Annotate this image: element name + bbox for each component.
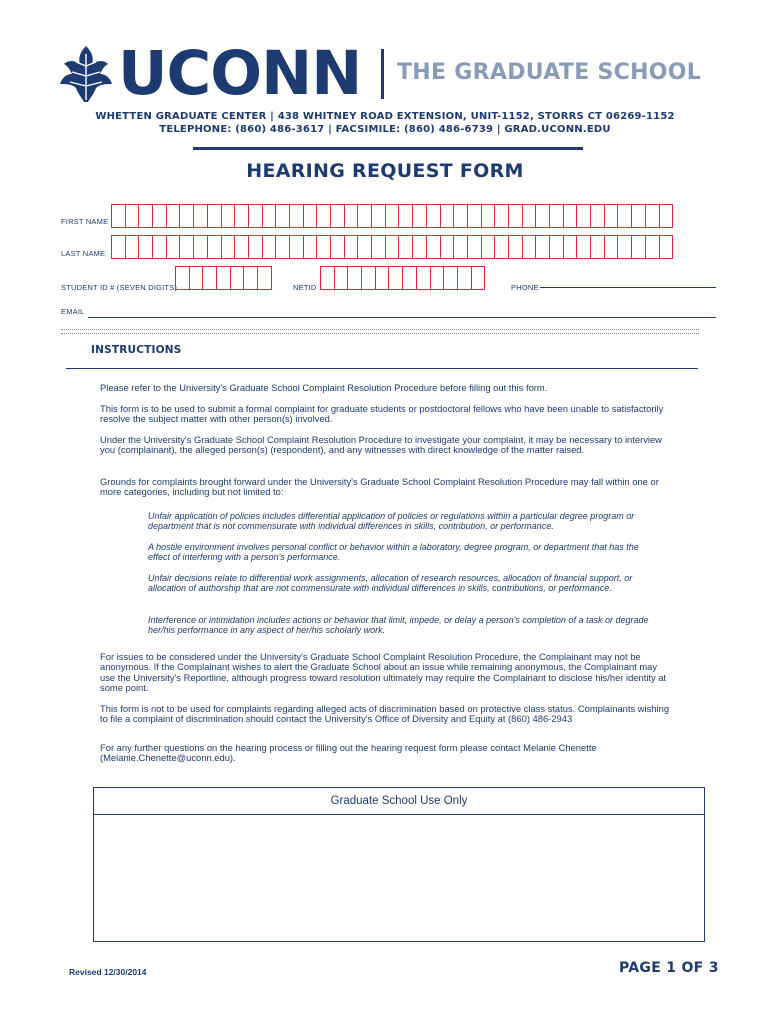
character-box[interactable] <box>138 235 153 259</box>
character-box[interactable] <box>275 204 290 228</box>
character-box[interactable] <box>330 204 345 228</box>
character-box[interactable] <box>563 235 578 259</box>
character-box[interactable] <box>535 204 550 228</box>
character-box[interactable] <box>467 204 482 228</box>
grounds-item: Unfair application of policies includes differential application of policies or regulations within a particular degree program or department that is not commensurate with individual differences in skills, contribution, or performance. <box>148 511 635 532</box>
phone-label: PHONE <box>511 283 539 292</box>
character-box[interactable] <box>111 235 126 259</box>
grounds-item: Interference or intimidation includes actions or behavior that limit, impede, or delay a person's completion of a task or degrade her/his performance in any aspect of her/his scholarly work. <box>148 615 649 636</box>
character-box[interactable] <box>522 235 537 259</box>
student-id-field[interactable] <box>175 266 271 290</box>
character-box[interactable] <box>111 204 126 228</box>
character-box[interactable] <box>243 266 258 290</box>
character-box[interactable] <box>659 235 674 259</box>
character-box[interactable] <box>202 266 217 290</box>
first-name-label: FIRST NAME <box>61 217 109 226</box>
revision-date: Revised 12/30/2014 <box>69 967 147 977</box>
character-box[interactable] <box>481 235 496 259</box>
character-box[interactable] <box>361 266 376 290</box>
character-box[interactable] <box>207 204 222 228</box>
instructions-rule <box>66 368 698 369</box>
character-box[interactable] <box>289 204 304 228</box>
phone-field[interactable] <box>540 287 716 288</box>
character-box[interactable] <box>193 204 208 228</box>
character-box[interactable] <box>221 235 236 259</box>
character-box[interactable] <box>388 266 403 290</box>
netid-field[interactable] <box>320 266 484 290</box>
character-box[interactable] <box>494 204 509 228</box>
character-box[interactable] <box>659 204 674 228</box>
character-box[interactable] <box>412 204 427 228</box>
oak-leaf-icon <box>58 44 114 104</box>
form-title: HEARING REQUEST FORM <box>246 160 524 182</box>
character-box[interactable] <box>549 204 564 228</box>
character-box[interactable] <box>453 204 468 228</box>
character-box[interactable] <box>316 235 331 259</box>
character-box[interactable] <box>320 266 335 290</box>
section-separator <box>61 329 699 334</box>
character-box[interactable] <box>234 235 249 259</box>
last-name-field[interactable] <box>111 235 672 259</box>
character-box[interactable] <box>576 204 591 228</box>
office-use-title: Graduate School Use Only <box>94 788 704 815</box>
character-box[interactable] <box>604 235 619 259</box>
character-box[interactable] <box>303 204 318 228</box>
email-label: EMAIL <box>61 307 85 316</box>
character-box[interactable] <box>590 235 605 259</box>
character-box[interactable] <box>535 235 550 259</box>
character-box[interactable] <box>563 204 578 228</box>
header-rule <box>193 147 583 150</box>
character-box[interactable] <box>371 204 386 228</box>
character-box[interactable] <box>334 266 349 290</box>
character-box[interactable] <box>230 266 245 290</box>
character-box[interactable] <box>357 204 372 228</box>
character-box[interactable] <box>481 204 496 228</box>
character-box[interactable] <box>631 235 646 259</box>
character-box[interactable] <box>357 235 372 259</box>
character-box[interactable] <box>189 266 204 290</box>
character-box[interactable] <box>179 235 194 259</box>
character-box[interactable] <box>193 235 208 259</box>
character-box[interactable] <box>631 204 646 228</box>
office-use-box <box>93 787 705 942</box>
logo-divider <box>381 49 384 99</box>
contact-line: TELEPHONE: (860) 486-3617 | FACSIMILE: (860) 486-6739 | GRAD.UCONN.EDU <box>159 124 611 135</box>
instructions-paragraph: This form is to be used to submit a formal complaint for graduate students or postdoctoral fellows who have been unable to satisfactorily resolve the subject matter with other person(s) involved. <box>100 403 664 425</box>
character-box[interactable] <box>522 204 537 228</box>
character-box[interactable] <box>576 235 591 259</box>
uconn-wordmark: UCONN <box>118 38 362 109</box>
character-box[interactable] <box>248 235 263 259</box>
character-box[interactable] <box>416 266 431 290</box>
page-number: PAGE 1 OF 3 <box>619 960 719 976</box>
character-box[interactable] <box>443 266 458 290</box>
character-box[interactable] <box>371 235 386 259</box>
character-box[interactable] <box>617 235 632 259</box>
character-box[interactable] <box>453 235 468 259</box>
character-box[interactable] <box>275 235 290 259</box>
character-box[interactable] <box>440 235 455 259</box>
character-box[interactable] <box>347 266 362 290</box>
character-box[interactable] <box>262 204 277 228</box>
grounds-item: A hostile environment involves personal conflict or behavior within a laboratory, degree program, or department that has the effect of interfering with a person's performance. <box>148 542 639 563</box>
character-box[interactable] <box>152 204 167 228</box>
instructions-paragraph: Under the University's Graduate School Complaint Resolution Procedure to investigate your complaint, it may be necessary to interview you (complainant), the alleged person(s) (respondent), and any witnesses with direct knowledge of the matter raised. <box>100 434 662 456</box>
character-box[interactable] <box>289 235 304 259</box>
character-box[interactable] <box>262 235 277 259</box>
address-line: WHETTEN GRADUATE CENTER | 438 WHITNEY ROAD EXTENSION, UNIT-1152, STORRS CT 06269-1152 <box>95 111 675 122</box>
instructions-paragraph: For any further questions on the hearing process or filling out the hearing request form please contact Melanie Chenette (Melanie.Chenette@uconn.edu). <box>100 742 597 764</box>
character-box[interactable] <box>398 204 413 228</box>
character-box[interactable] <box>375 266 390 290</box>
instructions-paragraph: For issues to be considered under the University's Graduate School Complaint Resolution Procedure, the Complainant may not be anonymous. If the Complainant wishes to alert the Graduate School about an issue while remaining anonymous, the Complainant may use the University's Reportline, although progress toward resolution ultimately may require the Complainant to disclose his/her identity at some point. <box>100 651 667 693</box>
instructions-paragraph: This form is not to be used for complaints regarding alleged acts of discrimination based on protective class status. Complainants wishing to file a complaint of discrimination should contact the University's Office of Diversity and Equity at (860) 486-2943 <box>100 703 670 725</box>
character-box[interactable] <box>303 235 318 259</box>
character-box[interactable] <box>494 235 509 259</box>
character-box[interactable] <box>412 235 427 259</box>
character-box[interactable] <box>402 266 417 290</box>
character-box[interactable] <box>344 235 359 259</box>
character-box[interactable] <box>175 266 190 290</box>
character-box[interactable] <box>430 266 445 290</box>
character-box[interactable] <box>549 235 564 259</box>
character-box[interactable] <box>221 204 236 228</box>
character-box[interactable] <box>179 204 194 228</box>
character-box[interactable] <box>426 235 441 259</box>
student-id-label: STUDENT ID # (SEVEN DIGITS) <box>61 283 178 292</box>
first-name-field[interactable] <box>111 204 672 228</box>
character-box[interactable] <box>398 235 413 259</box>
character-box[interactable] <box>508 204 523 228</box>
character-box[interactable] <box>234 204 249 228</box>
character-box[interactable] <box>467 235 482 259</box>
character-box[interactable] <box>207 235 222 259</box>
character-box[interactable] <box>166 235 181 259</box>
character-box[interactable] <box>125 235 140 259</box>
character-box[interactable] <box>125 204 140 228</box>
character-box[interactable] <box>617 204 632 228</box>
character-box[interactable] <box>471 266 486 290</box>
graduate-school-name: THE GRADUATE SCHOOL <box>397 60 702 85</box>
character-box[interactable] <box>316 204 331 228</box>
character-box[interactable] <box>385 235 400 259</box>
character-box[interactable] <box>152 235 167 259</box>
character-box[interactable] <box>645 204 660 228</box>
last-name-label: LAST NAME <box>61 249 106 258</box>
instructions-heading: INSTRUCTIONS <box>91 344 182 356</box>
character-box[interactable] <box>344 204 359 228</box>
instructions-paragraph: Grounds for complaints brought forward under the University's Graduate School Complaint Resolution Procedure may fall within one or more categories, including but not limited to: <box>100 476 659 498</box>
grounds-item: Unfair decisions relate to differential work assignments, allocation of research resources, allocation of financial support, or allocation of authorship that are not commensurate with individual differences in skills, contributions, or performance. <box>148 573 633 594</box>
character-box[interactable] <box>590 204 605 228</box>
character-box[interactable] <box>257 266 272 290</box>
character-box[interactable] <box>440 204 455 228</box>
character-box[interactable] <box>330 235 345 259</box>
netid-label: NETID <box>293 283 317 292</box>
character-box[interactable] <box>645 235 660 259</box>
email-field[interactable] <box>88 317 716 318</box>
character-box[interactable] <box>138 204 153 228</box>
character-box[interactable] <box>248 204 263 228</box>
character-box[interactable] <box>604 204 619 228</box>
character-box[interactable] <box>426 204 441 228</box>
character-box[interactable] <box>457 266 472 290</box>
character-box[interactable] <box>385 204 400 228</box>
character-box[interactable] <box>508 235 523 259</box>
character-box[interactable] <box>166 204 181 228</box>
instructions-paragraph: Please refer to the University's Graduate School Complaint Resolution Procedure before filling out this form. <box>100 382 548 393</box>
character-box[interactable] <box>216 266 231 290</box>
